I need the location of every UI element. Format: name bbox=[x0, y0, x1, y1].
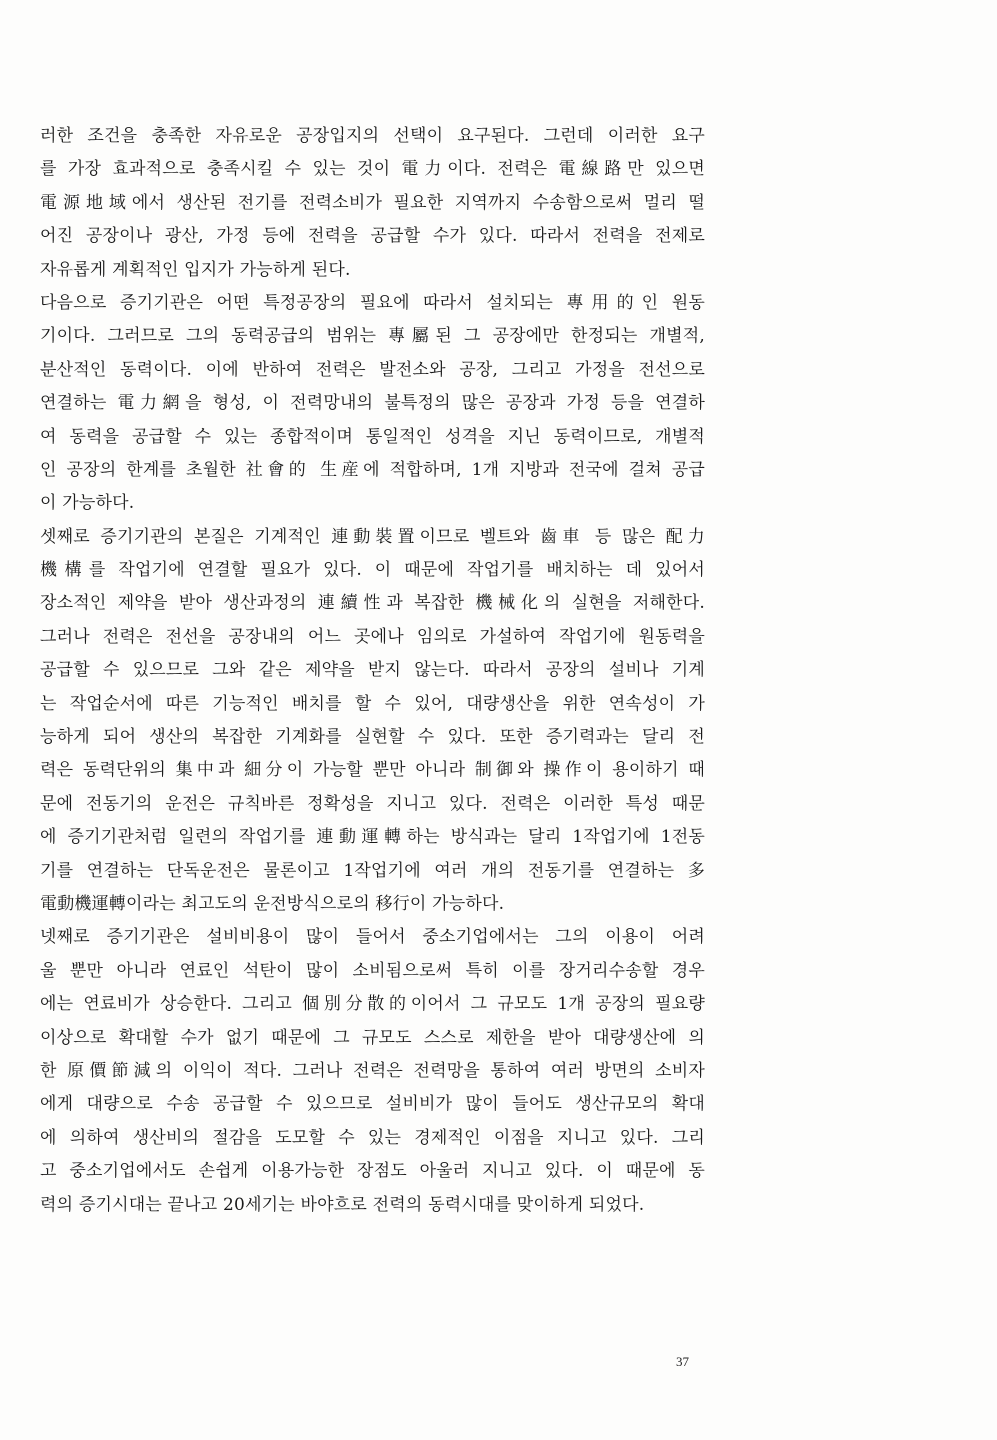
text-line: 셋째로 증기기관의 본질은 기계적인 連動裝置이므로 벨트와 齒車 등 많은 配力 bbox=[40, 526, 705, 547]
body-text bbox=[40, 120, 705, 1222]
page-number: 37 bbox=[676, 1354, 689, 1369]
text-line: 한 原價節減의 이익이 적다. 그러나 전력은 전력망을 통하여 여러 방면의 소비자 bbox=[40, 1060, 705, 1081]
text-line: 넷째로 증기기관은 설비비용이 많이 들어서 중소기업에서는 그의 이용이 어려 bbox=[40, 927, 705, 948]
text-line: 연결하는 電力網을 형성, 이 전력망내의 불특정의 많은 공장과 가정 등을 연결하 bbox=[40, 393, 705, 414]
text-line: 분산적인 동력이다. 이에 반하여 전력은 발전소와 공장, 그리고 가정을 전선으로 bbox=[40, 359, 705, 380]
text-line: 장소적인 제약을 받아 생산과정의 連續性과 복잡한 機械化의 실현을 저해한다. bbox=[40, 593, 705, 614]
text-line: 기를 연결하는 단독운전은 물론이고 1작업기에 여러 개의 전동기를 연결하는 多 bbox=[40, 860, 705, 881]
text-line: 자유롭게 계획적인 입지가 가능하게 된다. bbox=[40, 259, 351, 280]
text-line: 문에 전동기의 운전은 규칙바른 정확성을 지니고 있다. 전력은 이러한 특성 때문 bbox=[40, 793, 705, 814]
text-line: 어진 공장이나 광산, 가정 등에 전력을 공급할 수가 있다. 따라서 전력을 전제로 bbox=[40, 226, 705, 247]
text-line: 력의 증기시대는 끝나고 20세기는 바야흐로 전력의 동력시대를 맞이하게 되었다. bbox=[40, 1194, 645, 1215]
text-line: 고 중소기업에서도 손쉽게 이용가능한 장점도 아울러 지니고 있다. 이 때문에 동 bbox=[40, 1161, 705, 1182]
text-line: 공급할 수 있으므로 그와 같은 제약을 받지 않는다. 따라서 공장의 설비나 기계 bbox=[40, 660, 705, 681]
text-line: 인 공장의 한계를 초월한 社會的 生産에 적합하며, 1개 지방과 전국에 걸쳐 공급 bbox=[40, 459, 705, 480]
text-line: 다음으로 증기기관은 어떤 특정공장의 필요에 따라서 설치되는 專用的인 원동 bbox=[40, 292, 705, 313]
text-line: 그러나 전력은 전선을 공장내의 어느 곳에나 임의로 가설하여 작업기에 원동력을 bbox=[40, 626, 705, 647]
text-line: 이 가능하다. bbox=[40, 493, 135, 514]
text-line: 에 의하여 생산비의 절감을 도모할 수 있는 경제적인 이점을 지니고 있다. 그리 bbox=[40, 1127, 705, 1148]
text-line: 電源地域에서 생산된 전기를 전력소비가 필요한 지역까지 수송함으로써 멀리 떨 bbox=[40, 192, 705, 213]
text-line: 능하게 되어 생산의 복잡한 기계화를 실현할 수 있다. 또한 증기력과는 달리 전 bbox=[40, 727, 705, 748]
text-line: 에 증기기관처럼 일련의 작업기를 連動運轉하는 방식과는 달리 1작업기에 1전동 bbox=[40, 827, 705, 848]
text-line: 여 동력을 공급할 수 있는 종합적이며 통일적인 성격을 지닌 동력이므로, 개별적 bbox=[40, 426, 705, 447]
text-line: 를 가장 효과적으로 충족시킬 수 있는 것이 電力이다. 전력은 電線路만 있으면 bbox=[40, 159, 705, 180]
text-line: 機構를 작업기에 연결할 필요가 있다. 이 때문에 작업기를 배치하는 데 있어서 bbox=[40, 560, 705, 581]
text-line: 력은 동력단위의 集中과 細分이 가능할 뿐만 아니라 制御와 操作이 용이하기 때 bbox=[40, 760, 705, 781]
text-line: 에게 대량으로 수송 공급할 수 있으므로 설비비가 많이 들어도 생산규모의 확대 bbox=[40, 1094, 705, 1115]
text-line: 는 작업순서에 따른 기능적인 배치를 할 수 있어, 대량생산을 위한 연속성이 가 bbox=[40, 693, 705, 714]
text-line: 기이다. 그러므로 그의 동력공급의 범위는 專屬된 그 공장에만 한정되는 개별적, bbox=[40, 326, 705, 347]
text-line: 電動機運轉이라는 최고도의 운전방식으로의 移行이 가능하다. bbox=[40, 893, 505, 914]
text-line: 러한 조건을 충족한 자유로운 공장입지의 선택이 요구된다. 그런데 이러한 요구 bbox=[40, 126, 705, 146]
text-line: 울 뿐만 아니라 연료인 석탄이 많이 소비됨으로써 특히 이를 장거리수송할 경우 bbox=[40, 960, 705, 981]
text-line: 이상으로 확대할 수가 없기 때문에 그 규모도 스스로 제한을 받아 대량생산에 의 bbox=[40, 1027, 705, 1048]
text-line: 에는 연료비가 상승한다. 그리고 個別分散的이어서 그 규모도 1개 공장의 필요량 bbox=[40, 994, 705, 1015]
